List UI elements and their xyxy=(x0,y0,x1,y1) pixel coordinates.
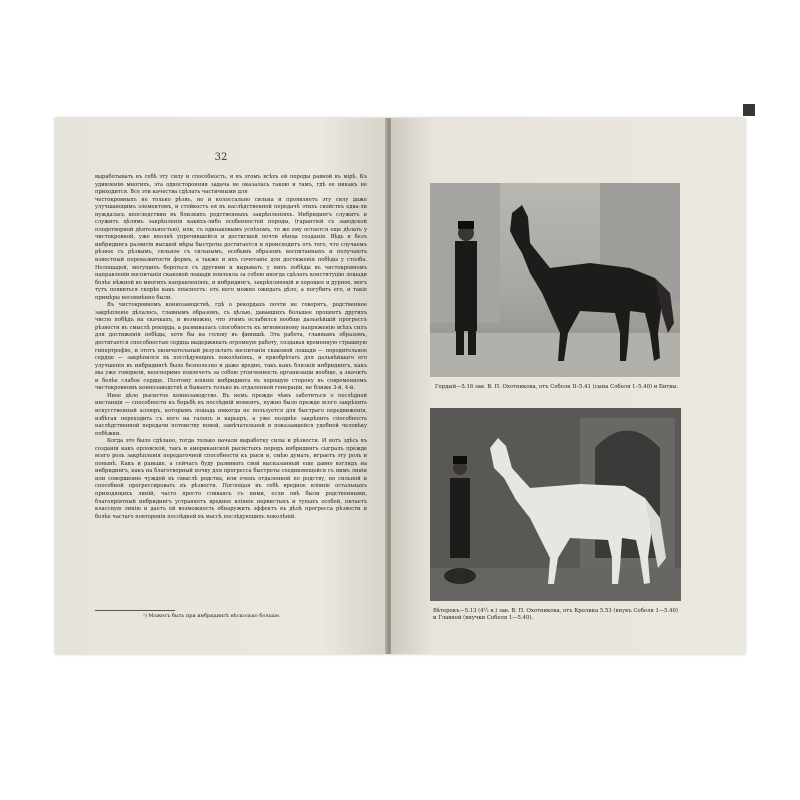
paragraph: Въ чистокровномъ коннозаводствѣ, гдѣ о рекордахъ почти не говорятъ, родственное закрѣпленіе дѣлалось, главнымъ образомъ, съ цѣлью, дававшихъ большее процентъ другихъ число побѣдъ на скачкахъ, и возможно, что этимъ ослабился вообще дальнѣйшій прогрессъ рѣзвости въ смыслѣ рекорда, а развивалась способность къ мгновенному напряженію всѣхъ силъ для достиженія побѣды, хотя бы на голову въ финишѣ. Эта работа, главнымъ образомъ, достигается способностью сердца выдерживать огромную работу, создавая временную страшную гипертрофію, и этотъ окончательный результатъ воспитанія скаковой лошади — породительное сердце — закрѣпился въ послѣдующихъ поколѣніяхъ, и приобрѣтать для дальнѣйшаго его улучшенія въ инбридингѣ было безполезно и даже вредно, такъ какъ близкій инбридингъ, какъ мы уже говорили, неоспоримо повлечетъ за собою утонченность организаціи вообще, а значитъ и болѣе слабое сердце. Поэтому вліяніе инбридинга въ хорошую сторону въ современномъ чистокровномъ коннозаводствѣ и бываетъ только въ отдаленной генераціи, не ближе 3-й, 4-й. xyxy=(95,302,367,392)
footnote-rule xyxy=(95,610,175,611)
paragraph: Иное дѣло рысистое коннозаводство. Въ немъ прежде чѣмъ заботиться о послѣдней инстанціи — способности къ борьбѣ въ послѣдній моментъ, нужно было прежде всего закрѣпить искусственный аллюръ, которымъ лошадь никогда не пользуется для быстраго передвиженія, избѣгая переходить съ него на галопъ и карьеръ, а уже позднѣе закрѣпить способность наслѣдственной передачи потомству новой, замѣчательной и показавшейся удобной человѣку побѣжки. xyxy=(95,392,367,437)
background-object xyxy=(743,104,755,116)
paragraph: выработывать въ себѣ эту силу и способность, и въ этомъ всѣхъ ей породы равной въ мірѣ. Къ удивленію многихъ, эта односторонняя задача не оказалась такою и тамъ, гдѣ ее никакъ не приходится. Все эти качества сдѣлать частичными для xyxy=(95,174,367,196)
paragraph: честокровныхъ не только рѣзвъ, но и колоссально сильна и проявляетъ эту силу даже улучшающимъ элементомъ, и стойкостъ ея въ наслѣдственной передачѣ этихъ свойствъ едва-ли нуждалась впоследствии въ близкихъ родственныхъ закрѣпленіяхъ. Инбридингъ служитъ и служитъ цѣлямъ закрѣпленія какихъ-либо особенностей породы, (гарантіей съ заводской плодотворной дѣятельностью), или, съ одинаковымъ успѣхомъ, то же ему остается еще дѣлать у чистокровной, уже вполнѣ упрочившейся и достигшей почти вѣнца созданія. Вѣдь и безъ инбридинга развитія высшей мѣры быстроты достигается и происходитъ отъ того, что случаемъ рѣзвое съ рѣзвымъ, сильное съ сильнымъ, особымъ образомъ воспитанныхъ и получаютъ известный перевазвитости формъ, а также и ихъ сочетаніе для достиженія побѣды у столба. Нелошадей, могущихъ бороться съ другими и вырывать у нихъ побѣды въ чистокровномъ направленіи воспитанія скаковой лошади повлекла за собою иногда сдѣлать конституцію лошади болѣе нѣжной во многихъ направленіяхъ, и инбридингъ, закрѣпляющій и хорошее и дурное, могъ тутъ появиться скорѣе какъ опасность: отъ него можно ожидать дѣло, а погубить его, и такіе примѣры несомнѣнно были. xyxy=(95,196,367,301)
paragraph: Когда это было сдѣлано, тогда только начали выработку силы и рѣзвости. И вотъ здѣсь въ созданіи какъ орловской, такъ и американской рысистыхъ породъ инбридингъ сыгралъ прежде всего роль закрѣпленія передаточной способности къ рыси и, смѣю думать, играетъ эту роль и понынѣ. Какъ и раньше, а сейчасъ буду развивать свой высказанный еще давно взглядъ на инбридингъ, какъ на благотворный почву для прогресса быстроты соединяющейся съ нимъ линіи или совершенно чуждой въ смыслѣ родства, или очень отдаленной по родству, но сильной и способной прогрессировать въ рѣзвости. Поглощая въ себѣ вредное вліяніе остальныхъ приходящихъ линій, часто просто сливаясь съ ними, если онѣ были родственными, благопріятный инбридингъ устраняетъ вредное вліяніе нервистыхъ и тупыхъ особей, питаетъ классную линію и даетъ ей возможность обнаружить эффектъ въ дѣлѣ прогресса рѣзвости и болѣе частаго повторенія послѣдней въ массѣ послѣдующихъ поколѣній. xyxy=(95,438,367,520)
horse-photo-gordyi xyxy=(430,183,680,377)
photo-caption: Вѣтерокъ—5.13 (4½ в.) зав. В. П. Охотникова, отъ Кролика 5.53 (внукъ Соболя 1—5.40) и Главной (внучки Соболя 1—5.40). xyxy=(433,608,678,621)
left-page xyxy=(55,118,387,654)
photo-caption: Гордый—5.16 зав. В. П. Охотникова, отъ Соболя II–5.41 (сына Соболя 1–5.40) и Битвы. xyxy=(435,384,679,390)
body-text xyxy=(95,174,367,521)
horse-photo-veterok xyxy=(430,408,681,601)
page-number: 32 xyxy=(214,152,228,163)
footnote: ¹) Можетъ быть при инбридингѣ нѣсколько больше. xyxy=(143,613,281,619)
